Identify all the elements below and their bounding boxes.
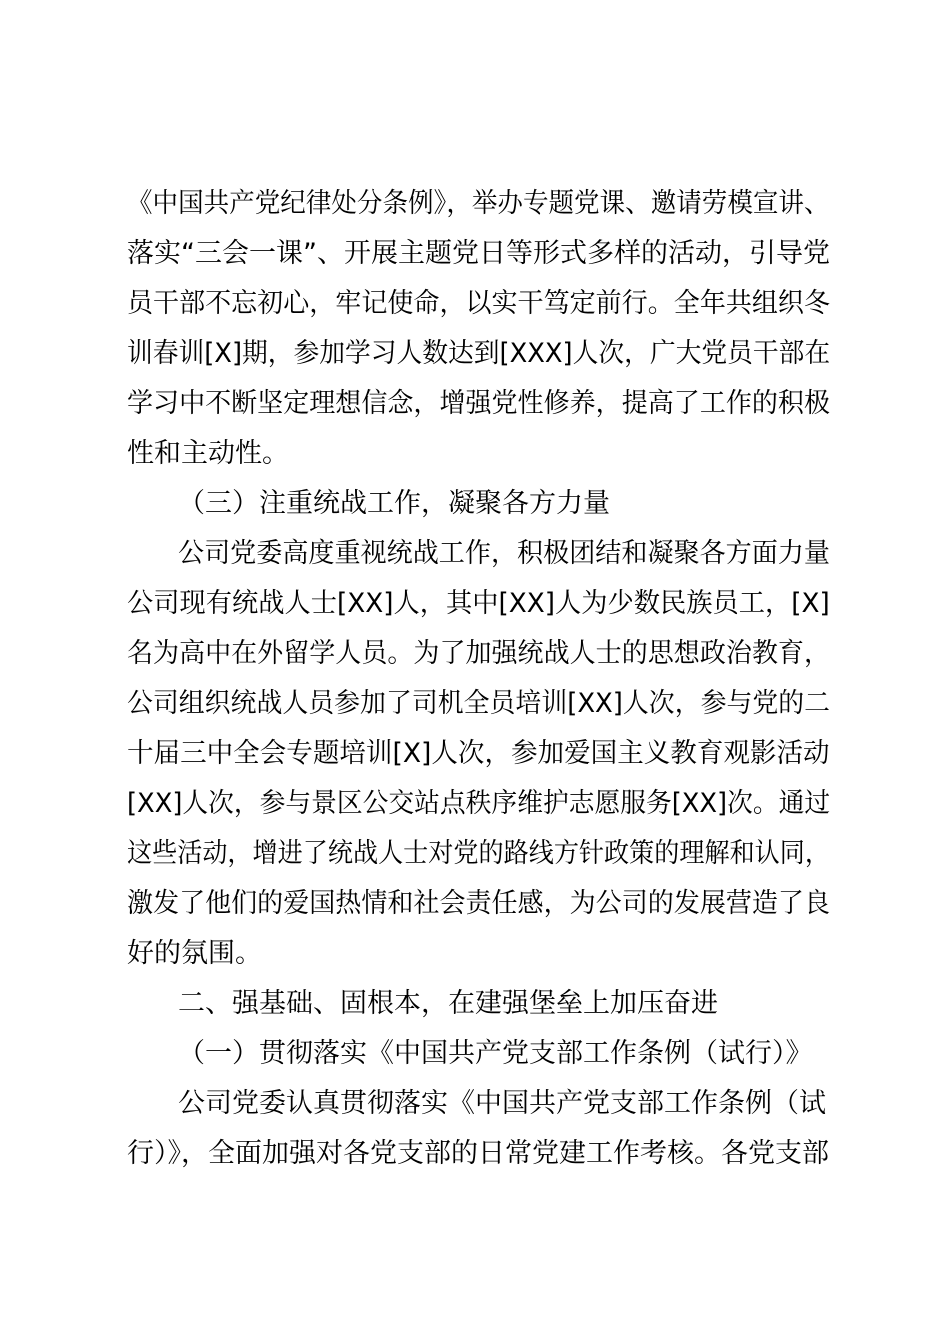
section-heading: （三）注重统战工作，凝聚各方力量: [178, 488, 610, 519]
text-line: 好的氛围。: [127, 938, 262, 969]
paragraph-first-line: 公司党委认真贯彻落实《中国共产党支部工作条例（试: [178, 1088, 826, 1119]
text-line: 公司现有统战人士[XX]人，其中[XX]人为少数民族员工，[X]: [127, 588, 830, 619]
chapter-heading: 二、强基础、固根本，在建强堡垒上加压奋进: [178, 988, 718, 1019]
text-line: 公司组织统战人员参加了司机全员培训[XX]人次，参与党的二: [127, 688, 831, 719]
text-line: [XX]人次，参与景区公交站点秩序维护志愿服务[XX]次。通过: [127, 788, 831, 819]
text-line: 行）》，全面加强对各党支部的日常党建工作考核。各党支部: [127, 1138, 829, 1169]
text-line: 这些活动，增进了统战人士对党的路线方针政策的理解和认同，: [127, 838, 830, 869]
text-line: 训春训[X]期，参加学习人数达到[XXX]人次，广大党员干部在: [127, 338, 831, 369]
section-heading: （一）贯彻落实《中国共产党支部工作条例（试行）》: [178, 1038, 813, 1069]
text-line: 员干部不忘初心，牢记使命，以实干笃定前行。全年共组织冬: [127, 288, 830, 319]
text-line: 十届三中全会专题培训[X]人次，参加爱国主义教育观影活动: [127, 738, 830, 769]
text-line: 性和主动性。: [127, 438, 289, 469]
text-line: 《中国共产党纪律处分条例》，举办专题党课、邀请劳模宣讲、: [127, 188, 830, 219]
text-line: 落实“三会一课”、开展主题党日等形式多样的活动，引导党: [127, 238, 830, 269]
text-line: 激发了他们的爱国热情和社会责任感，为公司的发展营造了良: [127, 888, 830, 919]
text-line: 学习中不断坚定理想信念，增强党性修养，提高了工作的积极: [127, 388, 830, 419]
text-line: 名为高中在外留学人员。为了加强统战人士的思想政治教育，: [127, 638, 830, 669]
paragraph-first-line: 公司党委高度重视统战工作，积极团结和凝聚各方面力量: [178, 538, 830, 569]
